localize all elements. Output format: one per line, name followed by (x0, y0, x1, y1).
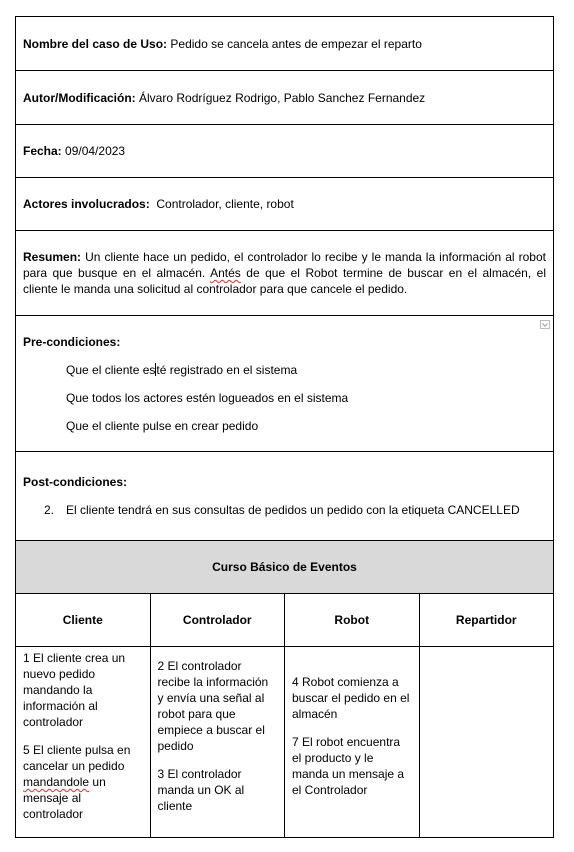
resumen-misspelled-word[interactable]: Antés (210, 266, 241, 280)
autor-label: Autor/Modificación: (23, 90, 136, 105)
row-events (16, 647, 554, 838)
autor-value: Álvaro Rodríguez Rodrigo, Pablo Sanchez Fernandez (139, 90, 426, 105)
precondiciones-label: Pre-condiciones: (23, 334, 121, 349)
row-column-headers (16, 594, 554, 647)
chevron-down-icon[interactable] (540, 320, 550, 329)
cell-events-repartidor[interactable] (419, 647, 554, 838)
row-curso-basico (16, 541, 554, 594)
actores-value: Controlador, cliente, robot (156, 197, 294, 211)
postcondicion-number: 2. (44, 503, 55, 517)
row-nombre (16, 17, 554, 71)
row-fecha (16, 125, 554, 178)
cell-nombre[interactable] (16, 17, 554, 71)
row-actores (16, 178, 554, 231)
row-resumen (16, 231, 554, 316)
cell-fecha[interactable] (16, 125, 554, 178)
event-step: 3 El controlador manda un OK al cliente (157, 767, 245, 813)
use-case-table (15, 16, 554, 838)
cell-precondiciones[interactable] (16, 316, 554, 452)
event-step: 7 El robot encuentra el producto y le manda un mensaje a el Controlador (292, 735, 405, 797)
actores-label: Actores involucrados: (23, 197, 150, 211)
event-step-text: 5 El cliente pulsa en cancelar un pedido (23, 743, 131, 773)
row-postcondiciones (16, 452, 554, 541)
precondicion-text-after-caret: té registrado en el sistema (156, 362, 298, 377)
resumen-text-1: Un cliente hace un pedido, el controlador lo recibe y le manda la información al robot para que busque en el almacén. (23, 250, 546, 280)
cell-events-controlador[interactable] (150, 647, 285, 838)
column-header-cliente[interactable]: Cliente (16, 594, 151, 647)
event-step-text: un mensaje al controlador (23, 775, 106, 821)
nombre-label: Nombre del caso de Uso: (23, 36, 168, 51)
cell-resumen[interactable] (16, 231, 554, 316)
fecha-label: Fecha: (23, 144, 62, 158)
fecha-value: 09/04/2023 (65, 144, 126, 158)
resumen-text-2: de que el Robot termine de buscar en el almacén, el cliente le manda una solicitud al controlador para que cancele el pedido. (23, 266, 546, 296)
resumen-label: Resumen: (23, 250, 82, 264)
cell-autor[interactable] (16, 71, 554, 125)
precondicion-item (23, 362, 546, 378)
event-step: 1 El cliente crea un nuevo pedido mandando la información al controlador (23, 651, 126, 729)
cell-actores[interactable] (16, 178, 554, 231)
column-header-controlador[interactable]: Controlador (150, 594, 285, 647)
precondicion-item: Que todos los actores estén logueados en el sistema (66, 390, 349, 405)
event-step (23, 742, 143, 822)
cell-postcondiciones[interactable] (16, 452, 554, 541)
row-precondiciones (16, 316, 554, 452)
postcondicion-text: El cliente tendrá en sus consultas de pedidos un pedido con la etiqueta CANCELLED (66, 503, 520, 517)
event-step: 2 El controlador recibe la información y envía una señal al robot para que empiece a buscar el pedido (157, 659, 269, 753)
precondicion-item: Que el cliente pulse en crear pedido (66, 418, 259, 433)
event-misspelled-word[interactable]: mandandole (23, 775, 90, 789)
nombre-value: Pedido se cancela antes de empezar el reparto (170, 36, 422, 51)
postcondicion-item (23, 502, 546, 518)
column-header-repartidor[interactable]: Repartidor (419, 594, 554, 647)
postcondiciones-label: Post-condiciones: (23, 475, 128, 489)
row-autor (16, 71, 554, 125)
cell-events-cliente[interactable] (16, 647, 151, 838)
cell-events-robot[interactable] (285, 647, 420, 838)
column-header-robot[interactable]: Robot (285, 594, 420, 647)
event-step: 4 Robot comienza a buscar el pedido en el almacén (292, 675, 410, 721)
curso-basico-title[interactable]: Curso Básico de Eventos (16, 541, 554, 594)
precondicion-text-before-caret: Que el cliente es (66, 362, 156, 377)
